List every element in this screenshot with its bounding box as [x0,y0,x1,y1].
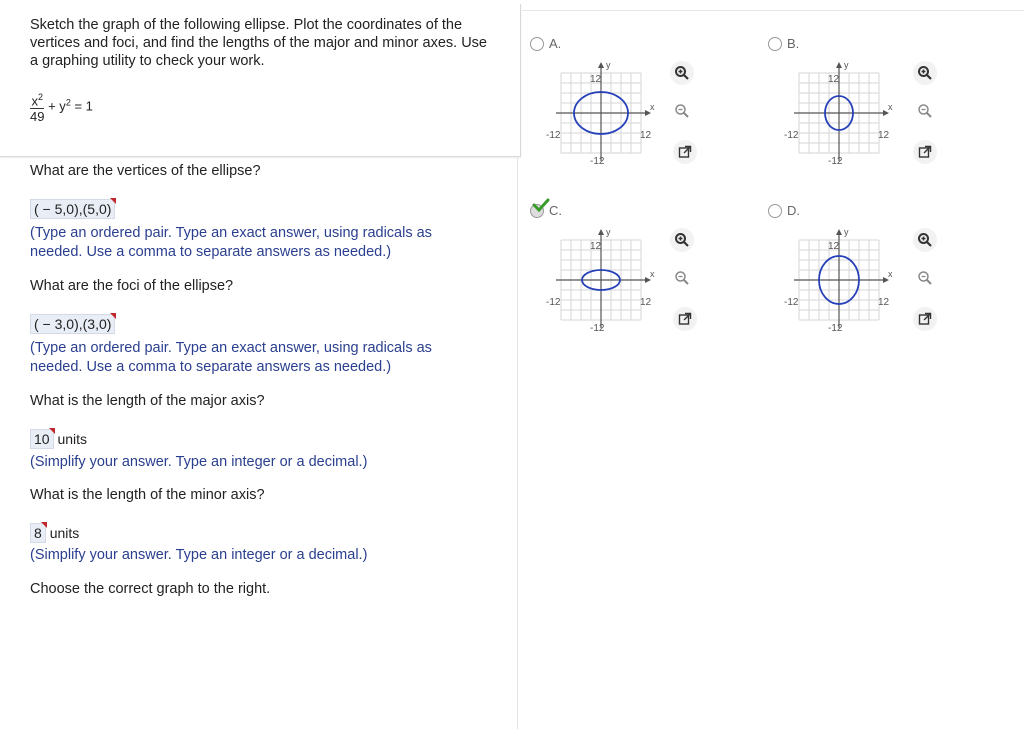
svg-text:y: y [844,60,849,70]
zoom-in-icon[interactable] [670,61,694,85]
correct-check-icon [532,198,550,212]
svg-text:-12: -12 [828,156,843,167]
option-d[interactable]: D. [768,202,800,220]
svg-text:y: y [844,227,849,237]
foci-hint: (Type an ordered pair. Type an exact answer, using radicals as needed. Use a comma to separate answers as needed.) [30,340,432,375]
zoom-out-icon[interactable] [670,99,694,123]
svg-text:x: x [650,269,655,279]
zoom-out-icon[interactable] [670,266,694,290]
svg-text:12: 12 [590,241,602,252]
minor-axis-answer[interactable]: 8 units [30,523,79,543]
svg-text:12: 12 [828,74,840,85]
graph-b[interactable] [784,58,894,168]
major-axis-prompt: What is the length of the major axis? [30,393,265,409]
foci-answer[interactable]: ( − 3,0),(3,0) [30,314,115,334]
svg-text:x: x [888,102,893,112]
external-link-icon[interactable] [913,307,937,331]
svg-text:-12: -12 [546,297,561,308]
svg-text:12: 12 [640,130,652,141]
vertices-prompt: What are the vertices of the ellipse? [30,163,261,179]
divider-top [522,10,1024,11]
svg-text:x: x [650,102,655,112]
graph-d[interactable] [784,225,894,335]
major-axis-answer[interactable]: 10 units [30,429,87,449]
svg-text:x: x [888,269,893,279]
incorrect-flag-icon [41,522,47,528]
divider [517,158,518,729]
foci-prompt: What are the foci of the ellipse? [30,278,234,294]
option-c[interactable]: C. [530,202,562,220]
vertices-hint: (Type an ordered pair. Type an exact answer, using radicals as needed. Use a comma to separate answers as needed.) [30,225,432,260]
zoom-in-icon[interactable] [913,228,937,252]
svg-text:12: 12 [828,241,840,252]
svg-text:12: 12 [640,297,652,308]
minor-axis-prompt: What is the length of the minor axis? [30,487,265,503]
zoom-in-icon[interactable] [913,61,937,85]
svg-text:-12: -12 [784,297,799,308]
zoom-out-icon[interactable] [913,99,937,123]
svg-text:y: y [606,60,611,70]
incorrect-flag-icon [110,313,116,319]
svg-text:-12: -12 [828,323,843,334]
radio-b[interactable] [768,37,782,51]
equation: $\frac{x^2}{49}$ + $y^2 = 1$ [30,92,93,125]
incorrect-flag-icon [49,428,55,434]
svg-text:12: 12 [590,74,602,85]
zoom-out-icon[interactable] [913,266,937,290]
svg-text:12: 12 [878,297,890,308]
choose-graph-prompt: Choose the correct graph to the right. [30,581,271,597]
svg-text:12: 12 [878,130,890,141]
external-link-icon[interactable] [673,140,697,164]
option-b[interactable]: B. [768,35,799,53]
radio-d[interactable] [768,204,782,218]
external-link-icon[interactable] [673,307,697,331]
vertices-answer[interactable]: ( − 5,0),(5,0) [30,199,115,219]
svg-text:-12: -12 [590,323,605,334]
graph-c[interactable] [546,225,656,335]
minor-axis-hint: (Simplify your answer. Type an integer or a decimal.) [30,547,368,563]
svg-text:-12: -12 [590,156,605,167]
major-axis-hint: (Simplify your answer. Type an integer or a decimal.) [30,454,368,470]
svg-text:y: y [606,227,611,237]
fraction: $\frac{x^2}{49}$ [30,92,45,125]
radio-a[interactable] [530,37,544,51]
incorrect-flag-icon [110,198,116,204]
graph-a[interactable] [546,58,656,168]
question-text: Sketch the graph of the following ellipse. Plot the coordinates of the vertices and foci, and find the lengths of the major and minor axes. Use a graphing utility to check your work. [30,17,487,69]
zoom-in-icon[interactable] [670,228,694,252]
external-link-icon[interactable] [913,140,937,164]
option-a[interactable]: A. [530,35,561,53]
svg-text:-12: -12 [784,130,799,141]
svg-text:-12: -12 [546,130,561,141]
